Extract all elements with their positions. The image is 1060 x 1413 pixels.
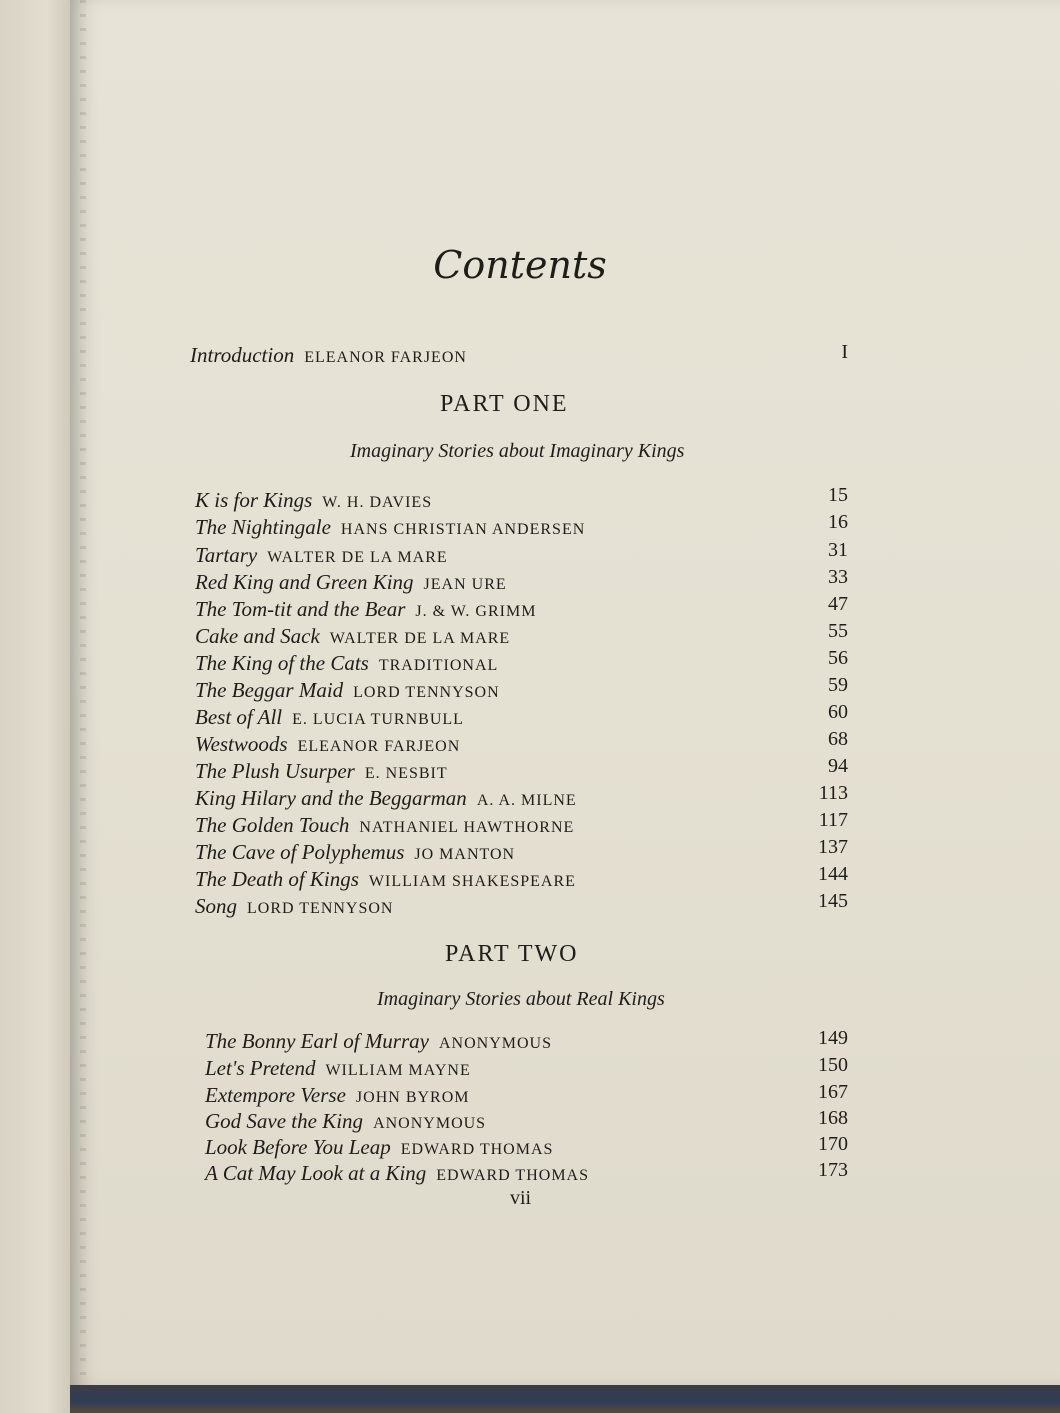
toc-entry	[195, 515, 585, 540]
entry-title: The Cave of Polyphemus	[195, 840, 405, 864]
entry-page-number: 15	[828, 484, 848, 506]
toc-entry	[195, 705, 464, 730]
entry-author: ANONYMOUS	[438, 1035, 552, 1052]
entry-author: WALTER DE LA MARE	[329, 630, 511, 647]
entry-author: ANONYMOUS	[373, 1115, 487, 1132]
entry-author: W. H. DAVIES	[322, 494, 433, 511]
entry-title: The Tom-tit and the Bear	[195, 597, 406, 621]
entry-author: WILLIAM SHAKESPEARE	[368, 873, 576, 890]
entry-title: The King of the Cats	[195, 651, 369, 675]
toc-entry	[205, 1161, 589, 1186]
entry-title: The Death of Kings	[195, 867, 359, 891]
left-page-edge	[0, 0, 78, 1413]
spine-stitching	[80, 0, 86, 1385]
toc-entry	[195, 732, 460, 757]
entry-author: JO MANTON	[414, 846, 516, 863]
entry-title: Introduction	[190, 343, 295, 367]
toc-entry	[205, 1109, 486, 1134]
toc-entry-introduction	[190, 343, 467, 368]
book-cover-edge	[70, 1385, 1060, 1413]
entry-author: E. NESBIT	[364, 765, 448, 782]
toc-entry	[195, 813, 574, 838]
entry-author: JEAN URE	[423, 576, 507, 593]
entry-title: The Beggar Maid	[195, 678, 344, 702]
entry-page-number: 150	[818, 1054, 848, 1076]
entry-title: Let's Pretend	[205, 1056, 316, 1080]
entry-title: A Cat May Look at a King	[205, 1161, 427, 1185]
entry-author: ELEANOR FARJEON	[297, 738, 461, 755]
entry-author: LORD TENNYSON	[353, 684, 500, 701]
entry-page-number: 167	[818, 1081, 848, 1103]
toc-entry	[195, 759, 448, 784]
entry-title: Song	[195, 894, 237, 918]
entry-page-number: 31	[828, 539, 848, 561]
entry-title: Cake and Sack	[195, 624, 320, 648]
entry-author: EDWARD THOMAS	[400, 1141, 554, 1158]
toc-entry	[195, 624, 510, 649]
entry-author: WILLIAM MAYNE	[325, 1062, 471, 1079]
entry-title: The Bonny Earl of Murray	[205, 1029, 429, 1053]
entry-title: Look Before You Leap	[205, 1135, 391, 1159]
entry-author: A. A. MILNE	[476, 792, 577, 809]
entry-title: K is for Kings	[195, 488, 313, 512]
entry-page-number: 94	[828, 755, 848, 777]
toc-entry	[205, 1029, 552, 1054]
entry-page-number: 55	[828, 620, 848, 642]
entry-author: LORD TENNYSON	[247, 900, 394, 917]
page-folio: vii	[510, 1187, 532, 1209]
entry-page-number: 59	[828, 674, 848, 696]
entry-page-number: 168	[818, 1107, 848, 1129]
entry-author: ELEANOR FARJEON	[304, 349, 467, 366]
part-two-subtitle: Imaginary Stories about Real Kings	[377, 988, 665, 1010]
entry-title: Best of All	[195, 705, 283, 729]
toc-entry	[195, 894, 393, 919]
entry-page-number: I	[841, 341, 848, 363]
toc-entry	[205, 1056, 471, 1081]
entry-page-number: 170	[818, 1133, 848, 1155]
entry-page-number: 33	[828, 566, 848, 588]
entry-title: The Golden Touch	[195, 813, 350, 837]
entry-author: HANS CHRISTIAN ANDERSEN	[340, 521, 586, 538]
toc-entry	[205, 1083, 470, 1108]
toc-entry	[195, 488, 432, 513]
toc-entry	[195, 543, 448, 568]
entry-title: Westwoods	[195, 732, 288, 756]
toc-entry	[195, 651, 498, 676]
toc-entry	[195, 786, 577, 811]
toc-entry	[195, 597, 536, 622]
toc-entry	[195, 840, 515, 865]
entry-page-number: 149	[818, 1027, 848, 1049]
entry-author: JOHN BYROM	[355, 1089, 470, 1106]
entry-page-number: 16	[828, 511, 848, 533]
entry-title: The Plush Usurper	[195, 759, 355, 783]
entry-author: E. LUCIA TURNBULL	[292, 711, 464, 728]
entry-page-number: 113	[818, 782, 848, 804]
entry-author: TRADITIONAL	[378, 657, 499, 674]
entry-title: Extempore Verse	[205, 1083, 346, 1107]
entry-title: The Nightingale	[195, 515, 331, 539]
toc-entry	[205, 1135, 553, 1160]
part-two-heading: PART TWO	[445, 941, 579, 967]
entry-title: King Hilary and the Beggarman	[195, 786, 467, 810]
entry-page-number: 137	[818, 836, 848, 858]
entry-title: Red King and Green King	[195, 570, 414, 594]
entry-author: J. & W. GRIMM	[415, 603, 537, 620]
entry-page-number: 144	[818, 863, 848, 885]
entry-page-number: 60	[828, 701, 848, 723]
entry-title: Tartary	[195, 543, 258, 567]
entry-author: EDWARD THOMAS	[436, 1167, 589, 1184]
entry-page-number: 68	[828, 728, 848, 750]
entry-page-number: 56	[828, 647, 848, 669]
entry-author: NATHANIEL HAWTHORNE	[359, 819, 575, 836]
entry-author: WALTER DE LA MARE	[267, 549, 448, 566]
entry-page-number: 145	[818, 890, 848, 912]
part-one-subtitle: Imaginary Stories about Imaginary Kings	[350, 440, 685, 462]
page-title: Contents	[433, 243, 607, 287]
entry-title: God Save the King	[205, 1109, 364, 1133]
entry-page-number: 47	[828, 593, 848, 615]
toc-entry	[195, 678, 500, 703]
part-one-heading: PART ONE	[440, 391, 569, 417]
entry-page-number: 173	[818, 1159, 848, 1181]
toc-entry	[195, 570, 507, 595]
entry-page-number: 117	[818, 809, 848, 831]
toc-entry	[195, 867, 576, 892]
